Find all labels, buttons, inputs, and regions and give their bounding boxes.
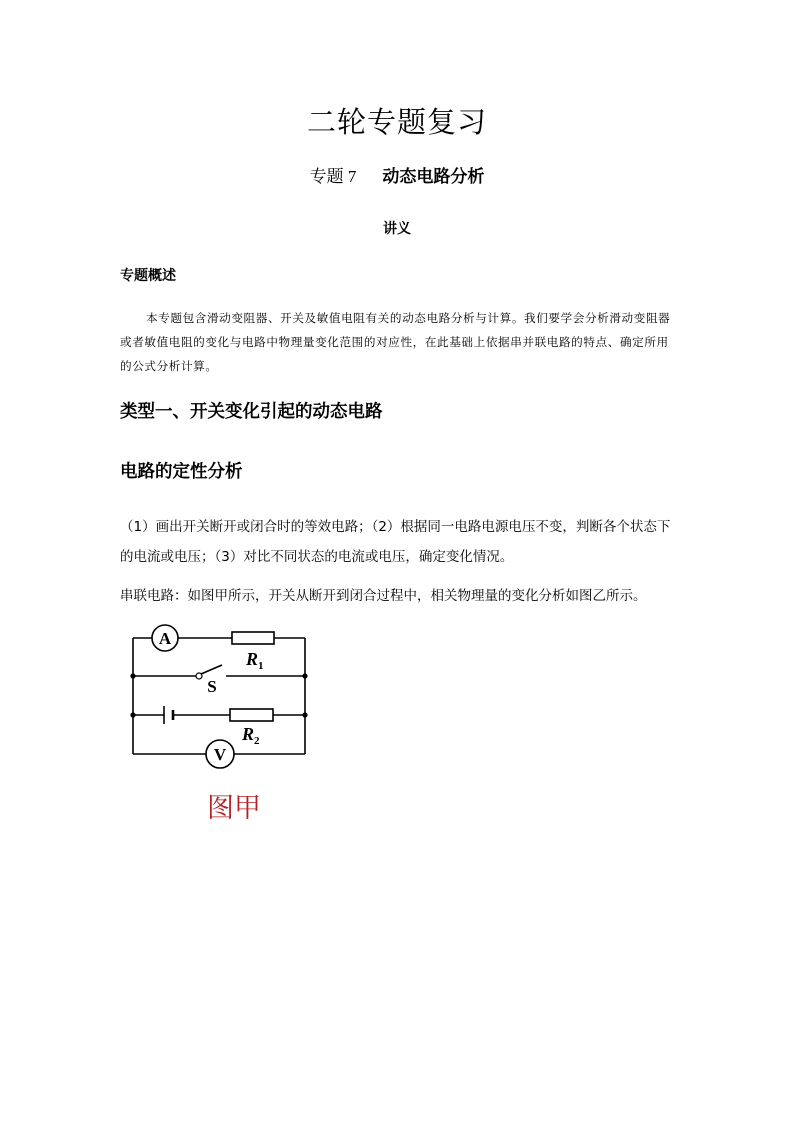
series-circuit-paragraph: 串联电路：如图甲所示，开关从断开到闭合过程中，相关物理量的变化分析如图乙所示。: [120, 588, 647, 604]
junction-dot: [130, 712, 135, 717]
ammeter-label: A: [158, 629, 172, 648]
qualitative-analysis-heading: 电路的定性分析: [120, 462, 243, 482]
figure-caption: 图甲: [207, 793, 261, 824]
switch-label: S: [207, 677, 217, 696]
r1-label: $R_1$: [246, 649, 264, 672]
voltmeter-label: V: [213, 745, 227, 764]
junction-dot: [302, 712, 307, 717]
topic-subtitle: [0, 162, 794, 187]
junction-dot: [130, 673, 135, 678]
circuit-diagram: [120, 610, 320, 775]
lecture-label: 讲义: [383, 221, 411, 237]
overview-heading: 专题概述: [120, 268, 176, 284]
r2-label: $R_2$: [242, 724, 260, 747]
page-title: 二轮专题复习: [306, 105, 487, 139]
junction-dot: [302, 673, 307, 678]
type-one-heading: 类型一、开关变化引起的动态电路: [120, 402, 383, 422]
resistor-r2: [230, 709, 273, 721]
resistor-r1: [232, 632, 274, 644]
switch-contact: [196, 673, 202, 679]
overview-paragraph: 本专题包含滑动变阻器、开关及敏值电阻有关的动态电路分析与计算。我们要学会分析滑动变阻器或者敏值电阻的变化与电路中物理量变化范围的对应性，在此基础上依据串并联电路的特点、确定所用的公式分析计算。: [120, 311, 671, 373]
topic-name: 动态电路分析: [382, 167, 485, 187]
topic-number: 专题 7: [309, 167, 357, 186]
analysis-steps-paragraph: （1）画出开关断开或闭合时的等效电路；（2）根据同一电路电源电压不变，判断各个状态下的电流或电压；（3）对比不同状态的电流或电压，确定变化情况。: [120, 519, 671, 565]
